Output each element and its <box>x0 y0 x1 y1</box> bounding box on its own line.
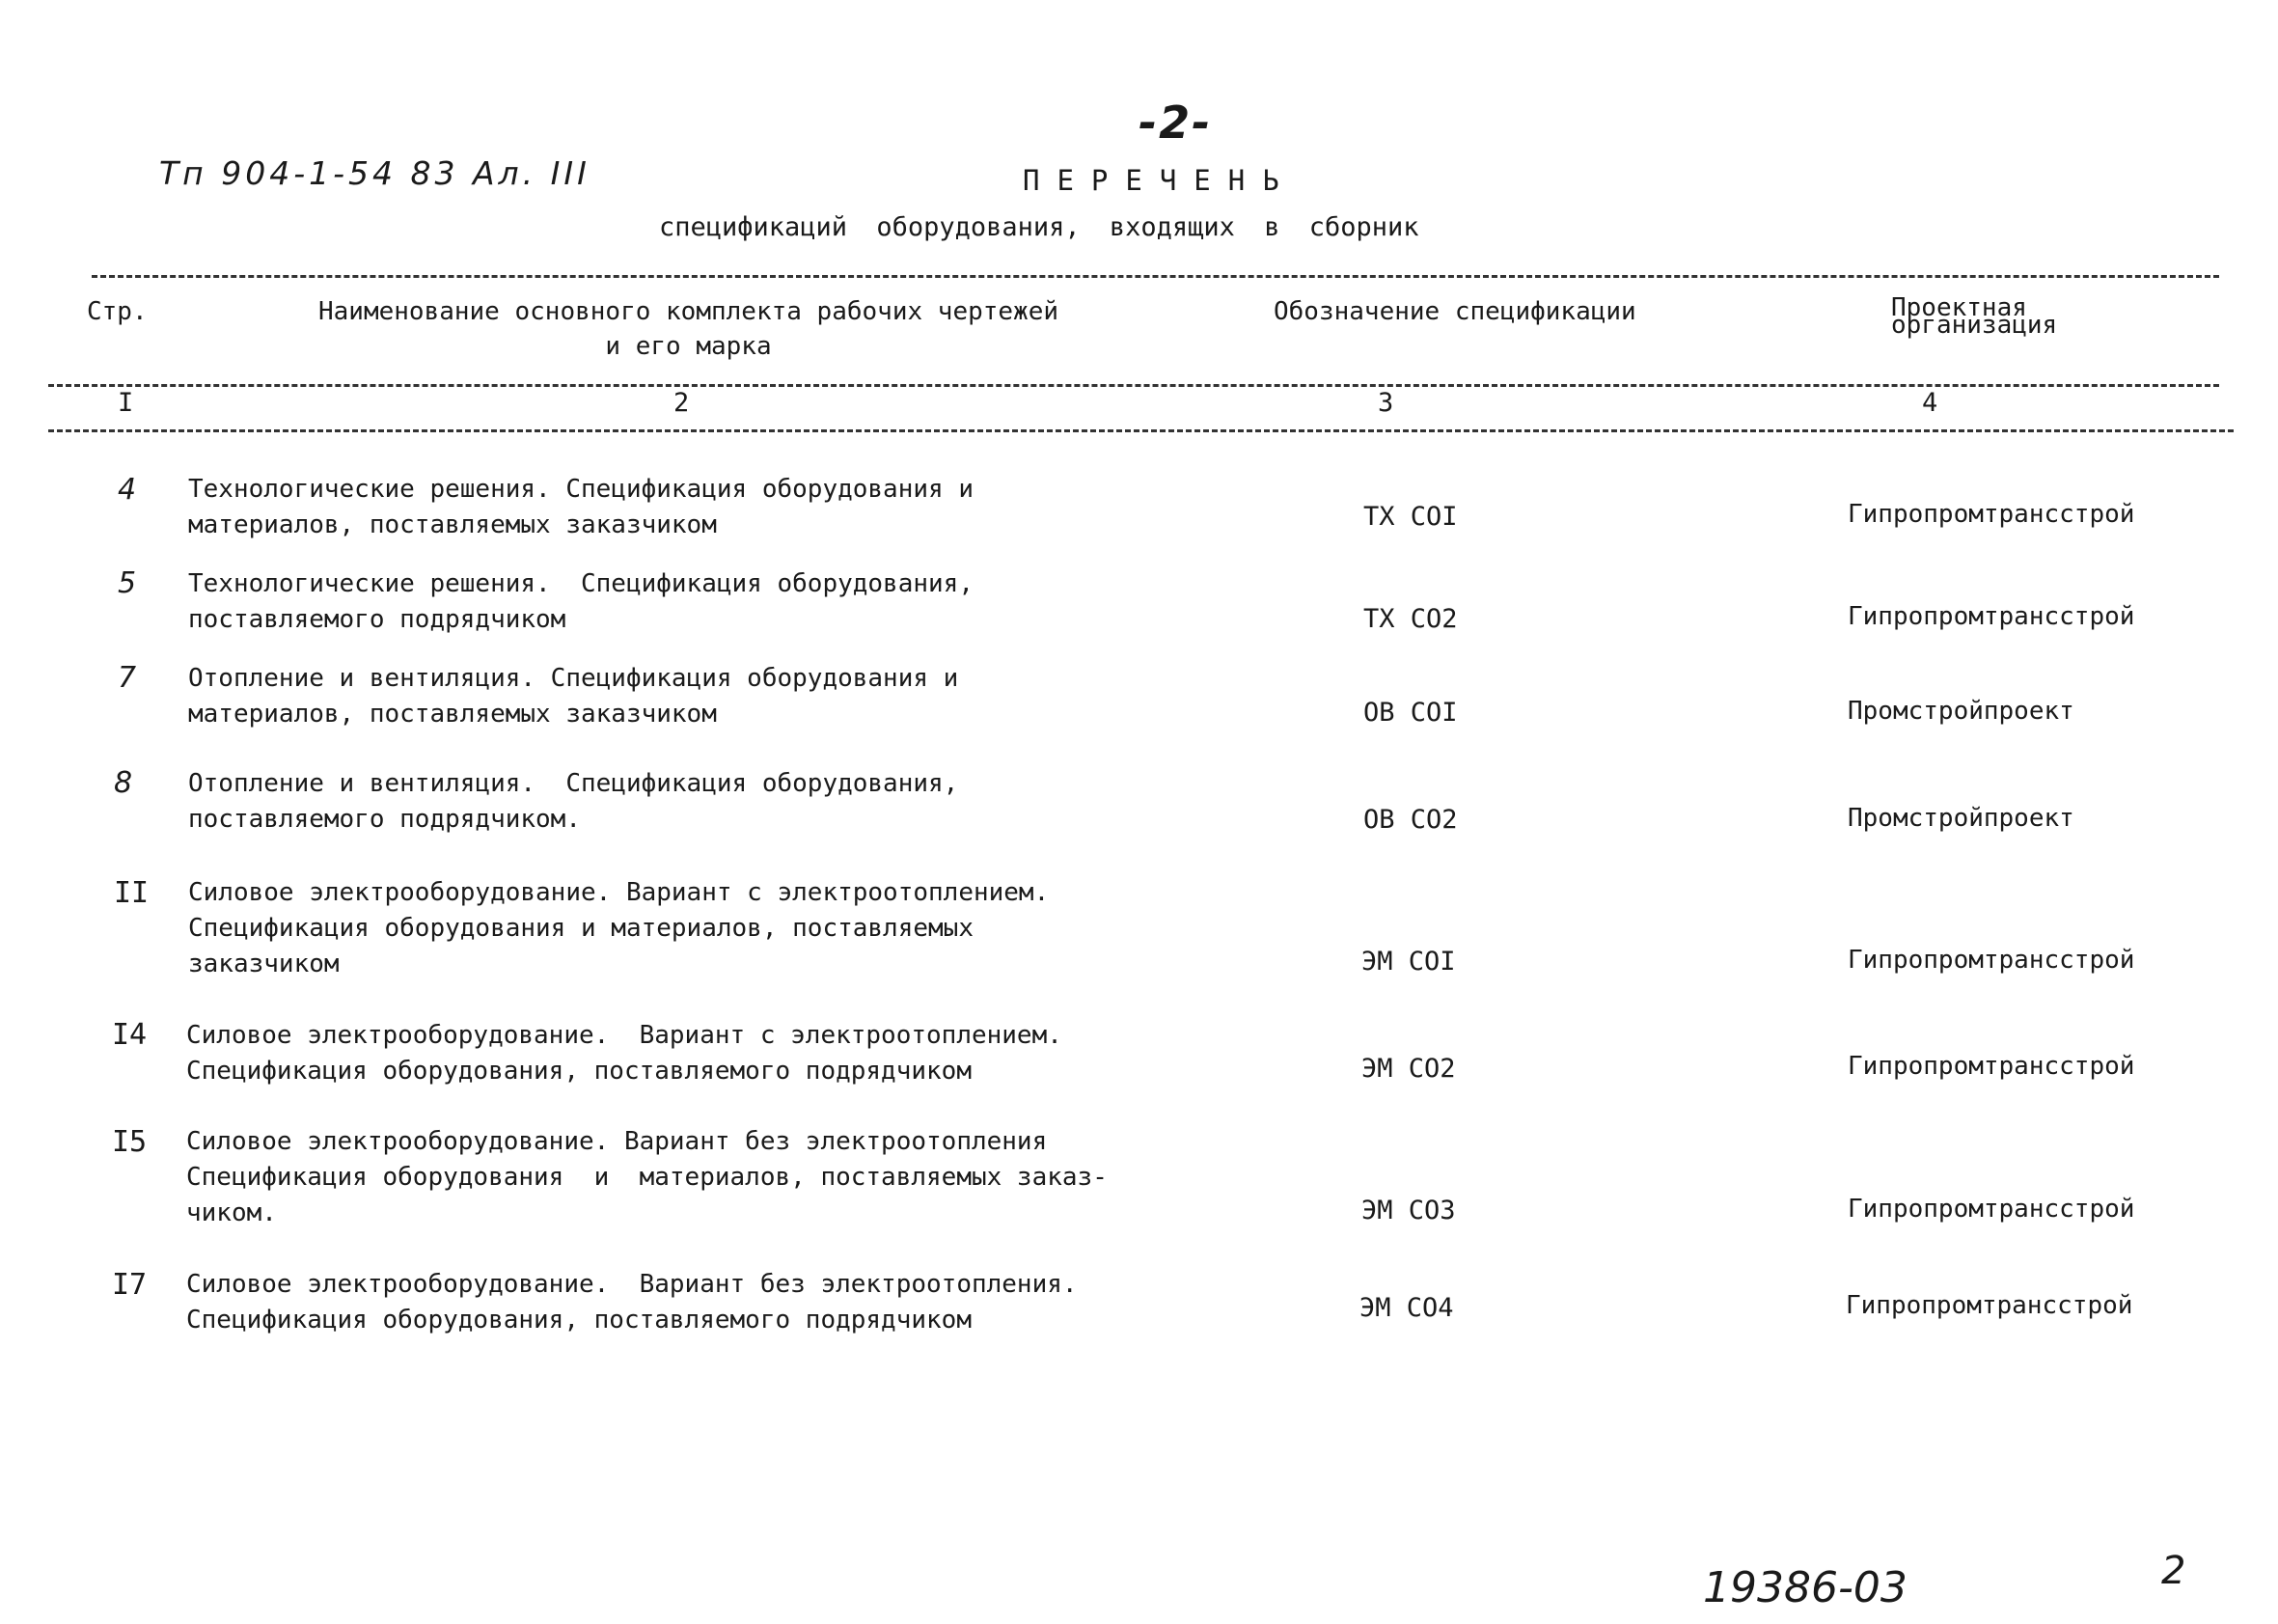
colnum-bottom-rule <box>48 429 2234 432</box>
row-description: Отопление и вентиляция. Спецификация оборудования, поставляемого подрядчиком. <box>188 769 959 834</box>
col-header-org: Проектная организация <box>1891 293 2058 340</box>
row-description: Силовое электрооборудование. Вариант с электроотоплением. Спецификация оборудования, поставляемого подрядчиком <box>186 1021 1062 1086</box>
row-description: Силовое электрооборудование. Вариант без электроотопления Спецификация оборудования и материалов, поставляемых заказ- чиком. <box>186 1127 1108 1227</box>
col-header-page: Стр. <box>87 297 148 326</box>
table-top-rule <box>92 275 2219 278</box>
row-spec-code: ЭМ СО2 <box>1361 1054 1456 1084</box>
row-page-number: I7 <box>112 1268 148 1302</box>
row-organization: Промстройпроект <box>1848 697 2074 726</box>
col-header-spec: Обозначение спецификации <box>1274 297 1636 326</box>
row-description: Силовое электрооборудование. Вариант без электроотопления. Спецификация оборудования, поставляемого подрядчиком <box>186 1270 1078 1335</box>
row-page-number: 5 <box>118 566 137 600</box>
row-organization: Промстройпроект <box>1848 804 2074 833</box>
colnum-3: 3 <box>1378 388 1394 418</box>
row-organization: Гипропромтрансстрой <box>1848 946 2135 975</box>
page-title: ПЕРЕЧЕНЬ <box>1023 164 1297 197</box>
page-subtitle: спецификаций оборудования, входящих в сборник <box>659 212 1419 242</box>
sheet-number: 2 <box>2161 1549 2186 1593</box>
row-spec-code: ЭМ СОI <box>1361 947 1456 977</box>
colnum-1: I <box>118 388 134 418</box>
row-organization: Гипропромтрансстрой <box>1848 1052 2135 1081</box>
row-page-number: I5 <box>112 1125 148 1159</box>
colnum-4: 4 <box>1922 388 1938 418</box>
row-spec-code: ОВ СОI <box>1363 698 1458 728</box>
row-description: Технологические решения. Спецификация оборудования, поставляемого подрядчиком <box>188 569 974 634</box>
row-description: Технологические решения. Спецификация оборудования и материалов, поставляемых заказчиком <box>188 475 974 539</box>
row-spec-code: ЭМ СО4 <box>1359 1293 1454 1323</box>
row-spec-code: ТХ СО2 <box>1363 604 1458 634</box>
archive-number: 19386-03 <box>1703 1563 1907 1612</box>
colnum-2: 2 <box>673 388 690 418</box>
row-page-number: 7 <box>118 661 137 695</box>
col-header-name: Наименование основного комплекта рабочих чертежей и его марка <box>318 297 1059 361</box>
row-description: Силовое электрооборудование. Вариант с электроотоплением. Спецификация оборудования и материалов, поставляемых заказчиком <box>188 878 1050 978</box>
row-page-number: 4 <box>118 473 137 507</box>
row-page-number: 8 <box>114 766 133 800</box>
row-organization: Гипропромтрансстрой <box>1846 1291 2133 1320</box>
header-bottom-rule <box>48 384 2219 387</box>
row-description: Отопление и вентиляция. Спецификация оборудования и материалов, поставляемых заказчиком <box>188 664 959 729</box>
row-spec-code: ТХ СОI <box>1363 502 1458 532</box>
page-marker: -2- <box>1139 96 1213 149</box>
row-spec-code: ОВ СО2 <box>1363 805 1458 835</box>
row-spec-code: ЭМ СО3 <box>1361 1196 1456 1225</box>
row-organization: Гипропромтрансстрой <box>1848 1195 2135 1224</box>
row-page-number: II <box>114 876 150 910</box>
document-code: Тп 904-1-54 83 Ал. III <box>159 154 590 192</box>
row-organization: Гипропромтрансстрой <box>1848 602 2135 631</box>
row-page-number: I4 <box>112 1018 148 1052</box>
row-organization: Гипропромтрансстрой <box>1848 500 2135 529</box>
